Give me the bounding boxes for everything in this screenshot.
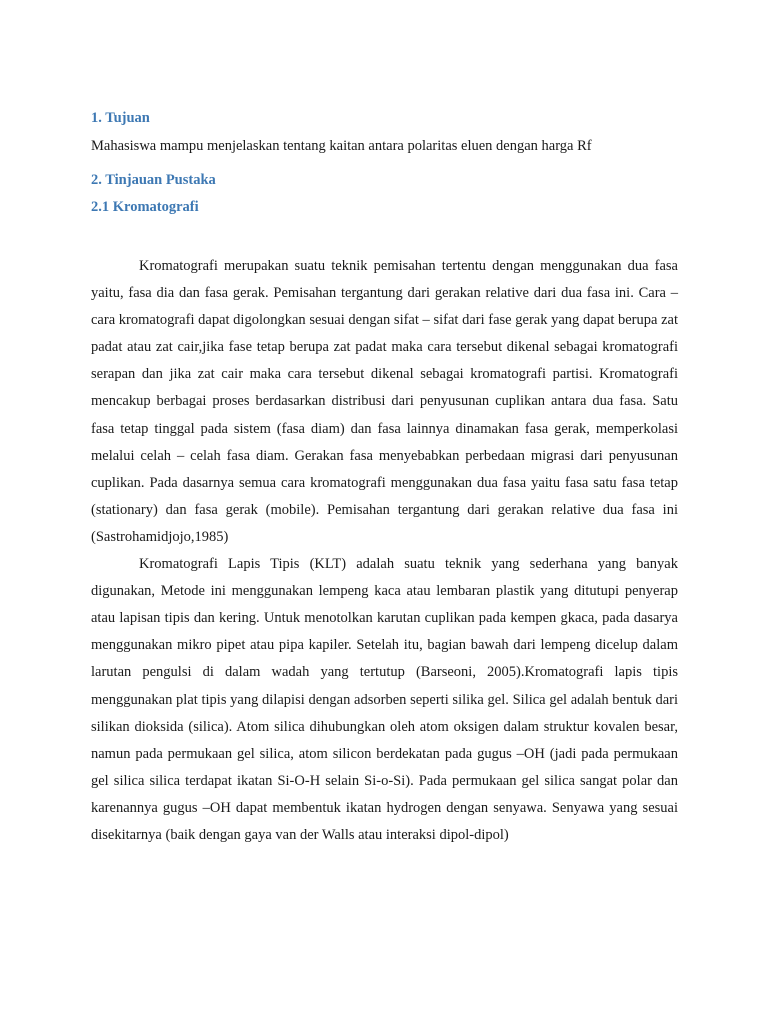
heading-kromatografi: 2.1 Kromatografi xyxy=(91,199,199,215)
paragraph-klt: Kromatografi Lapis Tipis (KLT) adalah suatu teknik yang sederhana yang banyak digunakan, Metode ini menggunakan lempeng kaca atau lembaran plastik yang ditutupi penyerap atau lapisan tipis dan kering. Untuk menotolkan karutan cuplikan pada kempen gkaca, pada dasarya menggunakan mikro pipet atau pipa kapiler. Setelah itu, bagian bawah dari lempeng dicelup dalam larutan pengulsi di dalam wadah yang tertutup (Barseoni, 2005).Kromatografi lapis tipis menggunakan plat tipis yang dilapisi dengan adsorben seperti silika gel. Silica gel adalah bentuk dari silikan dioksida (silica). Atom silica dihubungkan oleh atom oksigen dalam struktur kovalen besar, namun pada permukaan gel silica, atom silicon berdekatan pada gugus –OH (jadi pada permukaan gel silica silica terdapat ikatan Si-O-H selain Si-o-Si). Pada permukaan gel silica sangat polar dan karenannya gugus –OH dapat membentuk ikatan hydrogen dengan senyawa. Senyawa yang sesuai disekitarnya (baik dengan gaya van der Walls atau interaksi dipol-dipol) xyxy=(91,556,678,843)
paragraph-kromatografi: Kromatografi merupakan suatu teknik pemisahan tertentu dengan menggunakan dua fasa yaitu, fasa dia dan fasa gerak. Pemisahan tergantung dari gerakan relative dari dua fasa ini. Cara – cara kromatografi dapat digolongkan sesuai dengan sifat – sifat dari fase gerak yang dapat berupa zat padat atau zat cair,jika fase tetap berupa zat padat maka cara tersebut dikenal sebagai kromatografi serapan dan jika zat cair maka cara tersebut dikenal sebagai kromatografi partisi. Kromatografi mencakup berbagai proses berdasarkan distribusi dari penyusunan cuplikan antara dua fasa. Satu fasa tetap tinggal pada sistem (fasa diam) dan fasa lainnya dinamakan fasa gerak, memperkolasi melalui celah – celah fasa diam. Gerakan fasa menyebabkan perbedaan migrasi dari penyusunan cuplikan. Pada dasarnya semua cara kromatografi menggunakan dua fasa yaitu fasa satu fasa tetap (stationary) dan fasa gerak (mobile). Pemisahan tergantung dari gerakan relative dua fasa ini (Sastrohamidjojo,1985) xyxy=(91,258,678,545)
tujuan-text: Mahasiswa mampu menjelaskan tentang kaitan antara polaritas eluen dengan harga Rf xyxy=(91,138,592,154)
document-page xyxy=(91,108,678,849)
heading-tinjauan-pustaka: 2. Tinjauan Pustaka xyxy=(91,172,216,188)
heading-tujuan: 1. Tujuan xyxy=(91,110,150,126)
